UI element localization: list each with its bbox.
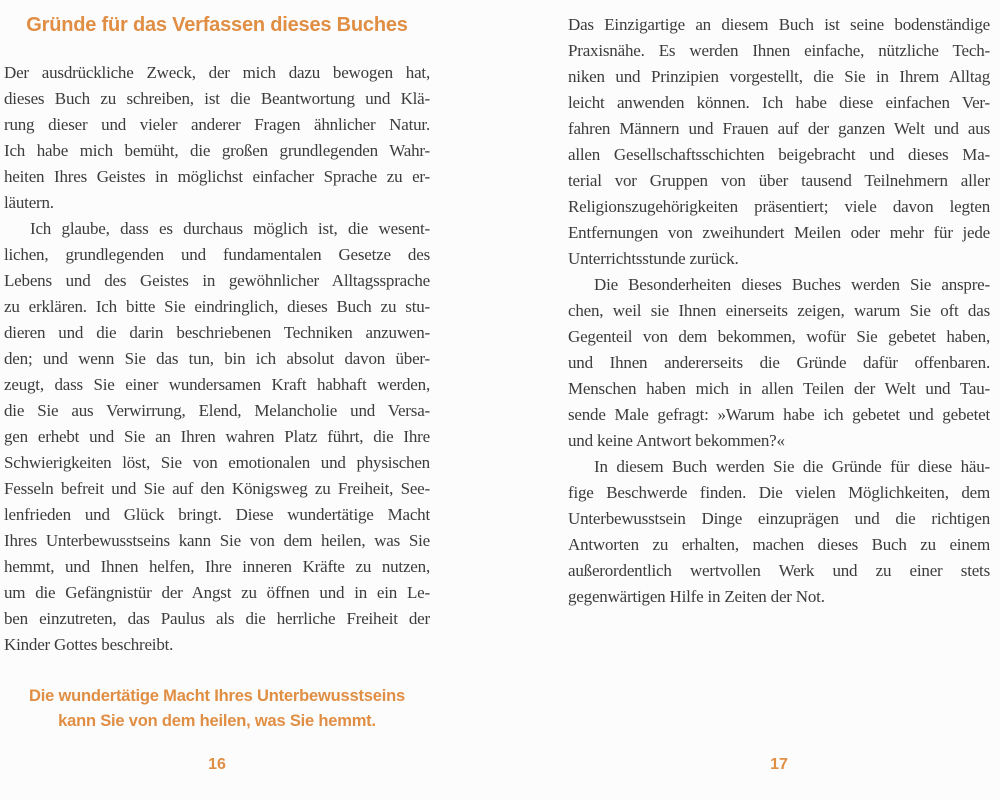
text-line: den; und wenn Sie das tun, bin ich absolut davon über- bbox=[4, 349, 430, 368]
text-line: ben einzutreten, das Paulus als die herrliche Freiheit der bbox=[4, 609, 430, 628]
text-line: außerordentlich wertvollen Werk und zu einer stets bbox=[568, 561, 990, 580]
text-line: um die Gefängnistür der Angst zu öffnen und in ein Le- bbox=[4, 583, 430, 602]
text-line: Religionszugehörigkeiten präsentiert; viele davon legten bbox=[568, 197, 990, 216]
text-line: Gegenteil von dem bekommen, wofür Sie gebetet haben, bbox=[568, 327, 990, 346]
text-line: und Ihnen andererseits die Gründe dafür offenbaren. bbox=[568, 353, 990, 372]
text-line: läutern. bbox=[4, 193, 54, 212]
text-line: lichen, grundlegenden und fundamentalen Gesetze des bbox=[4, 245, 430, 264]
text-line: chen, weil sie Ihnen einerseits zeigen, warum Sie oft das bbox=[568, 301, 990, 320]
right-body-text bbox=[568, 12, 990, 610]
text-line: Unterbewusstsein Dinge einzuprägen und die richtigen bbox=[568, 509, 990, 528]
page-number-left: 16 bbox=[208, 756, 226, 773]
text-line: die Sie aus Verwirrung, Elend, Melancholie und Versa- bbox=[4, 401, 430, 420]
quote-line: kann Sie von dem heilen, was Sie hemmt. bbox=[58, 712, 376, 730]
chapter-heading: Gründe für das Verfassen dieses Buches bbox=[26, 14, 408, 36]
text-line: In diesem Buch werden Sie die Gründe für diese häu- bbox=[594, 457, 990, 476]
quote-line: Die wundertätige Macht Ihres Unterbewusstseins bbox=[29, 687, 405, 705]
text-line: Ihres Unterbewusstseins kann Sie von dem heilen, was Sie bbox=[4, 531, 430, 550]
text-line: lenfrieden und Glück bringt. Diese wundertätige Macht bbox=[4, 505, 430, 524]
text-line: und keine Antwort bekommen?« bbox=[568, 431, 785, 450]
text-line: dieren und die darin beschriebenen Techniken anzuwen- bbox=[4, 323, 430, 342]
text-line: terial vor Gruppen von über tausend Teilnehmern aller bbox=[568, 171, 990, 190]
text-line: Lebens und des Geistes in gewöhnlicher Alltagssprache bbox=[4, 271, 430, 290]
text-line: Ich habe mich bemüht, die großen grundlegenden Wahr- bbox=[4, 141, 430, 160]
text-line: niken und Prinzipien vorgestellt, die Sie in Ihrem Alltag bbox=[568, 67, 990, 86]
text-line: hemmt, und Ihnen helfen, Ihre inneren Kräfte zu nutzen, bbox=[4, 557, 430, 576]
book-page-right bbox=[568, 0, 990, 800]
text-line: sende Male gefragt: »Warum habe ich gebetet und gebetet bbox=[568, 405, 990, 424]
text-line: Kinder Gottes beschreibt. bbox=[4, 635, 174, 654]
text-line: leicht anwenden können. Ich habe diese einfachen Ver- bbox=[568, 93, 990, 112]
text-line: heiten Ihres Geistes in möglichst einfacher Sprache zu er- bbox=[4, 167, 430, 186]
text-line: Schwierigkeiten löst, Sie von emotionalen und physischen bbox=[4, 453, 430, 472]
left-body-text bbox=[4, 60, 430, 658]
text-line: fahren Männern und Frauen auf der ganzen Welt und aus bbox=[568, 119, 990, 138]
text-line: Praxisnähe. Es werden Ihnen einfache, nützliche Tech- bbox=[568, 41, 990, 60]
text-line: zeugt, dass Sie einer wundersamen Kraft habhaft werden, bbox=[4, 375, 430, 394]
text-line: Fesseln befreit und Sie auf den Königsweg zu Freiheit, See- bbox=[4, 479, 430, 498]
text-line: Entfernungen von zweihundert Meilen oder mehr für jede bbox=[568, 223, 990, 242]
book-page-left bbox=[4, 0, 430, 800]
text-line: Die Besonderheiten dieses Buches werden Sie anspre- bbox=[594, 275, 990, 294]
text-line: rung dieser und vieler anderer Fragen ähnlicher Natur. bbox=[4, 115, 430, 134]
text-line: gegenwärtigen Hilfe in Zeiten der Not. bbox=[568, 587, 825, 606]
page-number-right: 17 bbox=[770, 756, 788, 773]
text-line: allen Gesellschaftsschichten beigebracht und dieses Ma- bbox=[568, 145, 990, 164]
text-line: zu erklären. Ich bitte Sie eindringlich, dieses Buch zu stu- bbox=[4, 297, 430, 316]
text-line: Das Einzigartige an diesem Buch ist seine bodenständige bbox=[568, 15, 990, 34]
text-line: dieses Buch zu schreiben, ist die Beantwortung und Klä- bbox=[4, 89, 430, 108]
text-line: Der ausdrückliche Zweck, der mich dazu bewogen hat, bbox=[4, 63, 430, 82]
text-line: Antworten zu erhalten, machen dieses Buch zu einem bbox=[568, 535, 990, 554]
text-line: Ich glaube, dass es durchaus möglich ist, die wesent- bbox=[30, 219, 430, 238]
text-line: gen erhebt und Sie an Ihren wahren Platz führt, die Ihre bbox=[4, 427, 430, 446]
text-line: fige Beschwerde finden. Die vielen Möglichkeiten, dem bbox=[568, 483, 990, 502]
highlight-quote bbox=[4, 684, 430, 734]
text-line: Menschen haben mich in allen Teilen der Welt und Tau- bbox=[568, 379, 990, 398]
text-line: Unterrichtsstunde zurück. bbox=[568, 249, 739, 268]
